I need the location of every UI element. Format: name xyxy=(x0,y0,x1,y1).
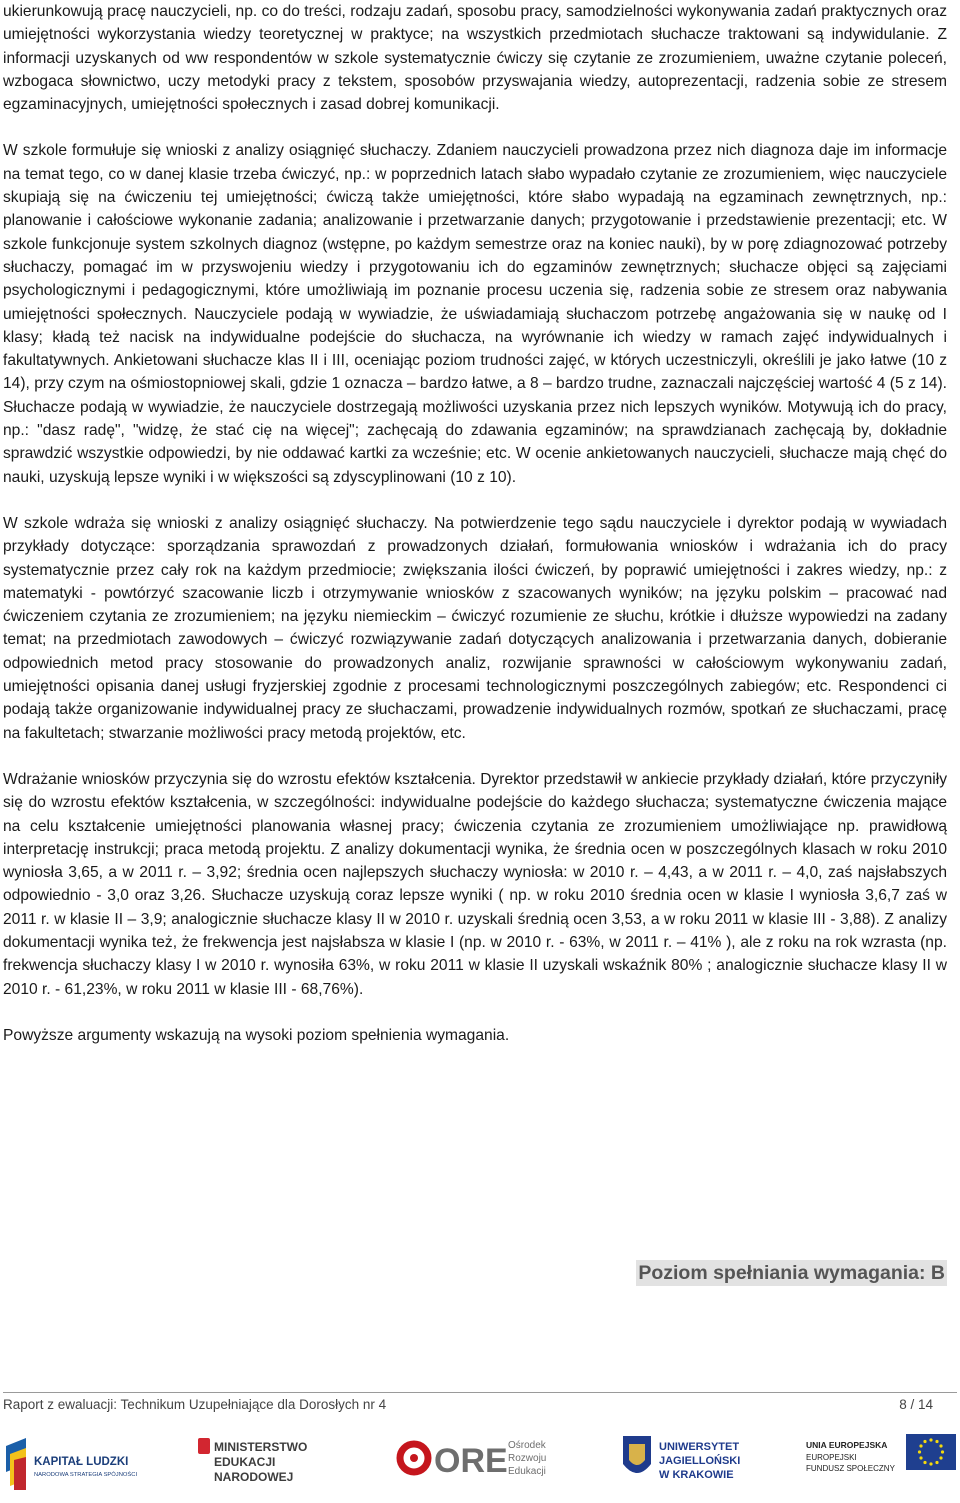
ue-line-2: EUROPEJSKI xyxy=(806,1453,857,1462)
paragraph-teaching-directions: ukierunkowują pracę nauczycieli, np. co do treści, rodzaju zadań, sposobu pracy, samodzielności wykonywania zadań praktycznych oraz umiejętności wykorzystania wiedzy teoretycznej w praktyce; na wszystkich przedmiotach słuchacze traktowani są indywidulanie. Z informacji uzyskanych od ww respondentów w szkole systematycznie ćwiczy się czytanie ze zrozumieniem, uważne czytanie poleceń, wzbogaca słownictwo, uczy metodyki pracy z tekstem, sposobów przyswajania wiedzy, autoprezentacji, radzenia sobie ze stresem egzaminacyjnych, umiejętności społecznych i zasad dobrej komunikacji. xyxy=(3,3,947,114)
ue-line-3: FUNDUSZ SPOŁECZNY xyxy=(806,1464,895,1473)
footer-report-title: Raport z ewaluacji: Technikum Uzupełniające dla Dorosłych nr 4 xyxy=(3,1397,387,1412)
kapital-ludzki-logo xyxy=(0,1424,180,1503)
uj-line-3: W KRAKOWIE xyxy=(659,1469,734,1481)
uj-line-1: UNIWERSYTET xyxy=(659,1441,740,1453)
uj-logo xyxy=(615,1424,765,1503)
men-line-1: MINISTERSTWO xyxy=(214,1440,308,1454)
ore-line-2: Rozwoju xyxy=(508,1453,547,1464)
ue-logo xyxy=(800,1424,960,1503)
requirement-level-box xyxy=(0,1260,947,1286)
footer-page-number: 8 / 14 xyxy=(899,1397,933,1412)
footer-divider xyxy=(3,1392,957,1393)
ue-line-1: UNIA EUROPEJSKA xyxy=(806,1440,888,1450)
sponsor-logos-bar xyxy=(0,1424,960,1503)
paragraph-conclusions-formulated: W szkole formułuje się wnioski z analizy osiągnięć słuchaczy. Zdaniem nauczycieli prowadzona przez nich diagnoza daje im informacje na temat tego, co w danej klasie trzeba ćwiczyć, np.: w poprzednich latach słabo wypadało czytanie ze zrozumieniem, więc nauczyciele skupiają się na ćwiczeniu tej umiejętności; ćwiczą także umiejętności, które słabo wypadają na egzaminach zewnętrznych, np.: planowanie i całościowe wykonanie zadania; analizowanie i przetwarzanie danych; przygotowanie i przedstawienie prezentacji; etc. W szkole funkcjonuje system szkolnych diagnoz (wstępne, po każdym semestrze oraz na koniec nauki), by w porę zdiagnozować potrzeby słuchaczy, pomagać im w przyswojeniu wiedzy i przygotowaniu ich do egzaminów zewnętrznych; słuchacze objęci są zajęciami psychologicznymi i pedagogicznymi, które umożliwiają im poznanie procesu uczenia się, radzenia sobie ze stresem oraz nabywania umiejętności społecznych. Nauczyciele podają w wywiadzie, że uświadamiają słuchaczom potrzebę angażowania się w naukę od I klasy; kładą też nacisk na indywidualne podejście do słuchacza, na wyrównanie ich wiedzy w ramach zajęć indywidualnych i fakultatywnych. Ankietowani słuchacze klas II i III, oceniając poziom trudności zajęć, w których uczestniczyli, określili je jako łatwe (10 z 14), przy czym na ośmiostopniowej skali, gdzie 1 oznacza – bardzo łatwe, a 8 – bardzo trudne, zaznaczali najczęściej wartość 4 (5 z 14). Słuchacze podają w wywiadzie, że nauczyciele dostrzegają możliwości uzyskania przez nich lepszych wyników. Motywują ich do pracy, np.: "dasz radę", "widzę, że stać cię na więcej"; zachęcają do zdawania egzaminów; na sprawdzianach zachęcają by, dokładnie sprawdzić wszystkie odpowiedzi, by nie oddawać kartki za wcześnie; etc. W ocenie ankietowanych nauczycieli, słuchacze mają chęć do nauki, uzyskują lepsze wyniki i w większości są zdyscyplinowani (10 z 10). xyxy=(3,142,947,486)
ore-line-3: Edukacji xyxy=(508,1466,546,1477)
kapital-ludzki-title: KAPITAŁ LUDZKI xyxy=(34,1456,129,1468)
men-line-2: EDUKACJI xyxy=(214,1455,276,1469)
requirement-level-label: Poziom spełniania wymagania: B xyxy=(638,1262,945,1284)
ore-mark: ORE xyxy=(434,1442,508,1480)
men-line-3: NARODOWEJ xyxy=(214,1470,294,1484)
document-body xyxy=(3,0,947,1047)
kapital-ludzki-subtitle: NARODOWA STRATEGIA SPÓJNOŚCI xyxy=(34,1472,138,1478)
men-logo xyxy=(190,1424,340,1503)
paragraph-conclusions-implemented: W szkole wdraża się wnioski z analizy osiągnięć słuchaczy. Na potwierdzenie tego sądu nauczyciele i dyrektor podają w wywiadach przykłady dotyczące: sporządzania sprawozdań z prowadzonych działań, formułowania wniosków i wdrażania ich do pracy systematycznie przez cały rok na każdym przedmiocie; zwiększania ilości ćwiczeń, by poprawić umiejętności i zakres wiedzy, np.: z matematyki - powtórzyć szacowanie liczb i otrzymywanie wniosków z szacowanych wyników; na języku polskim – pracować nad ćwiczeniem czytania ze zrozumieniem; na języku niemieckim – ćwiczyć rozumienie ze słuchu, krótkie i dłuższe wypowiedzi na zadany temat; na przedmiotach zawodowych – ćwiczyć rozwiązywanie zadań dotyczących analizowania i przetwarzania danych, dobieranie odpowiednich metod pracy stosowanie do prowadzonych analiz, rozwijanie sprawności w całościowym wykonywaniu zadań, umiejętności opisania danej usługi fryzjerskiej zgodnie z procesami technologicznymi poszczególnych zabiegów; etc. Respondenci ci podają także organizowanie indywidualnej pracy ze słuchaczami, prowadzenie indywidualnych rozmów, spotkań ze słuchaczami, pracę na fakultetach; stwarzanie możliwości pracy metodą projektów, etc. xyxy=(3,514,947,742)
uj-line-2: JAGIELLOŃSKI xyxy=(659,1455,741,1467)
paragraph-argument-summary: Powyższe argumenty wskazują na wysoki poziom spełnienia wymagania. xyxy=(3,1026,510,1044)
paragraph-education-effects: Wdrażanie wniosków przyczynia się do wzrostu efektów kształcenia. Dyrektor przedstawił w ankiecie przykłady działań, które przyczyniły się do wzrostu efektów kształcenia, w szczególności: indywidualne podejście do każdego słuchacza; systematyczne ćwiczenia mające na celu kształcenie umiejętności planowania własnej pracy; ćwiczenia czytania ze zrozumieniem umożliwiające np. prawidłową interpretację instrukcji; praca metodą projektu. Z analizy dokumentacji wynika, że średnia ocen w poszczególnych klasach w roku 2010 wyniosła 3,65, a w 2011 r. – 3,92; średnia ocen najlepszych słuchaczy wyniosła: w 2010 r. – 4,43, a w 2011 r. – 4,0, zaś najsłabszych odpowiednio - 3,0 oraz 3,26. Słuchacze uzyskują coraz lepsze wyniki ( np. w roku 2010 średnia ocen w klasie I wyniosła 3,6,7 zaś w 2011 r. w klasie II – 3,9; analogicznie słuchacze klasy II w 2010 r. uzyskali średnią ocen 3,53, a w roku 2011 w klasie III - 3,88). Z analizy dokumentacji wynika też, że frekwencja jest najsłabsza w klasie I (np. w 2010 r. - 63%, w 2011 r. – 41% ), ale z roku na rok wzrasta (np. frekwencja słuchaczy klasy I w 2010 r. wynosiła 63%, w roku 2011 w klasie II uzyskali wskaźnik 80% ; analogicznie słuchacze klasy II w 2010 r. - 61,23%, w roku 2011 w klasie III - 68,76%). xyxy=(3,770,947,998)
ore-logo xyxy=(390,1424,590,1503)
ore-line-1: Ośrodek xyxy=(508,1440,546,1451)
